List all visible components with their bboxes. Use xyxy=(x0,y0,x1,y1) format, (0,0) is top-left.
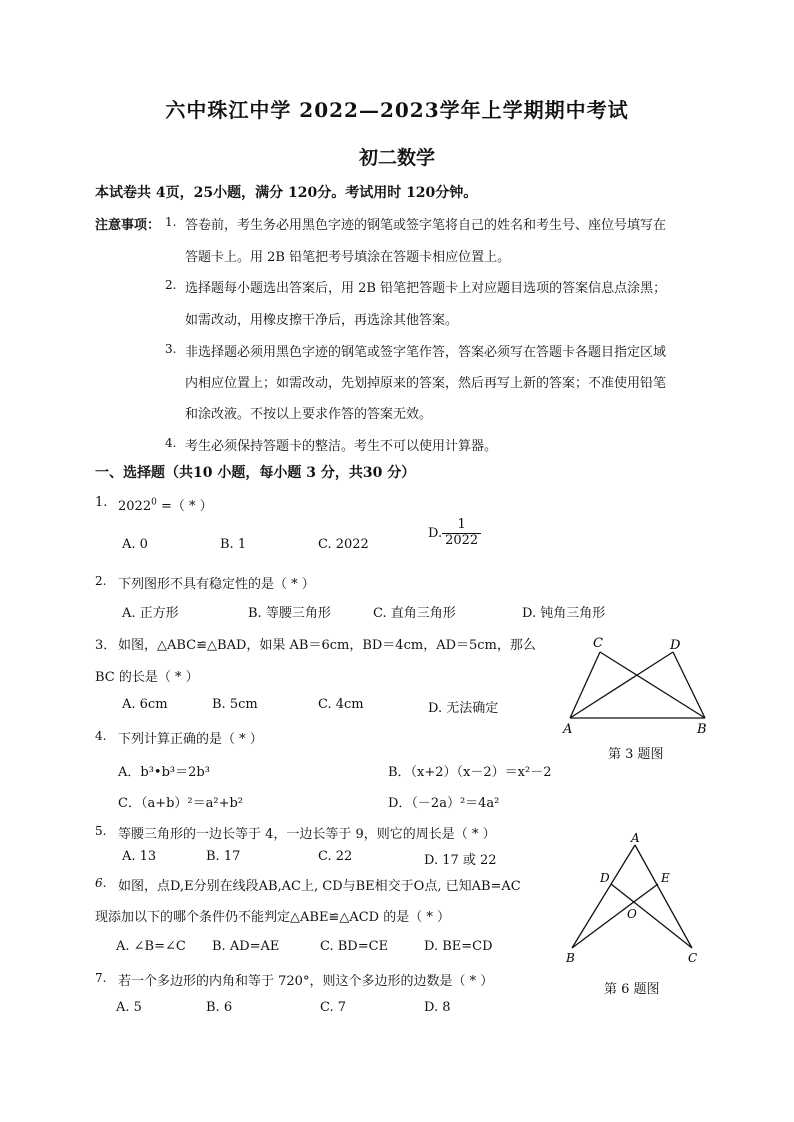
q1-number: 1. xyxy=(95,495,108,510)
q5-stem: 等腰三角形的一边长等于 4，一边长等于 9，则它的周长是（ * ） xyxy=(118,827,496,842)
q6-label-d: D xyxy=(600,871,610,885)
q6-label-c: C xyxy=(688,951,698,965)
q3-label-c: C xyxy=(593,636,603,651)
q3-number: 3． xyxy=(95,638,117,653)
note-1-line1: 答卷前，考生务必用黑色字迹的钢笔或签字笔将自己的姓名和考生号、座位号填写在 xyxy=(185,218,667,233)
note-1-line2: 答题卡上。用 2B 铅笔把考号填涂在答题卡相应位置上。 xyxy=(185,250,511,265)
q5-option-c: C. 22 xyxy=(318,849,353,864)
q4-option-a: A．b³•b³＝2b³ xyxy=(118,765,210,780)
q4-option-c: C．（a+b）²＝a²+b² xyxy=(118,796,244,811)
q6-caption: 第 6 题图 xyxy=(604,982,660,997)
note-2-line1: 选择题每小题选出答案后，用 2B 铅笔把答题卡上对应题目选项的答案信息点涂黑； xyxy=(185,281,667,296)
q3-label-b: B xyxy=(697,722,707,737)
q3-option-d: D. 无法确定 xyxy=(428,701,499,716)
q6-line-cd xyxy=(611,884,692,948)
q1-option-c: C. 2022 xyxy=(318,537,369,552)
q1-fraction-numerator: 1 xyxy=(457,517,466,532)
q7-option-b: B. 6 xyxy=(206,1000,233,1015)
q3-caption: 第 3 题图 xyxy=(608,747,664,762)
q1-fraction-denominator: 2022 xyxy=(442,533,481,549)
notes-label: 注意事项： xyxy=(95,218,161,233)
q1-stem-rest: =（ * ） xyxy=(156,499,213,514)
exam-title: 六中珠江中学 2022—2023学年上学期期中考试 xyxy=(165,98,629,122)
q7-number: 7. xyxy=(95,971,107,985)
note-3-line2: 内相应位置上；如需改动，先划掉原来的答案，然后再写上新的答案；不准使用铅笔 xyxy=(185,376,667,391)
q7-option-d: D. 8 xyxy=(424,1000,451,1015)
q1-option-d-label: D. xyxy=(428,525,443,541)
q6-option-d: D. BE=CD xyxy=(424,939,493,954)
q6-figure xyxy=(560,830,710,965)
note-4-num: 4. xyxy=(165,436,177,450)
q1-base: 2022 xyxy=(118,499,152,514)
q6-line-ab xyxy=(572,845,635,948)
q3-option-a: A. 6cm xyxy=(122,697,168,712)
section-heading: 一、选择题（共10 小题，每小题 3 分，共30 分） xyxy=(95,465,416,481)
q6-line-be xyxy=(572,884,658,948)
q6-number: 6. xyxy=(95,876,107,890)
q3-option-c: C. 4cm xyxy=(318,697,364,712)
q4-option-d: D．（－2a）²＝4a² xyxy=(388,796,500,811)
note-3-line3: 和涂改液。不按以上要求作答的答案无效。 xyxy=(185,407,433,422)
q6-label-e: E xyxy=(661,871,670,885)
q4-number: 4. xyxy=(95,729,107,743)
q1-exponent: 0 xyxy=(151,497,157,508)
q3-stem-line2: BC 的长是（ * ） xyxy=(95,670,199,685)
q7-option-c: C. 7 xyxy=(320,1000,347,1015)
q1-option-a: A. 0 xyxy=(122,537,148,552)
exam-summary: 本试卷共 4页，25小题，满分 120分。考试用时 120分钟。 xyxy=(95,185,478,201)
q5-number: 5. xyxy=(95,824,107,838)
q2-number: 2. xyxy=(95,574,107,588)
note-4-line1: 考生必须保持答题卡的整洁。考生不可以使用计算器。 xyxy=(185,439,498,454)
q7-stem: 若一个多边形的内角和等于 720°，则这个多边形的边数是（ * ） xyxy=(118,974,494,989)
q4-stem: 下列计算正确的是（ * ） xyxy=(118,732,263,747)
note-2-num: 2. xyxy=(165,278,177,292)
q6-label-b: B xyxy=(566,951,575,965)
q3-stem-line1: 如图，△ABC≌△BAD，如果 AB＝6cm，BD＝4cm，AD＝5cm，那么 xyxy=(118,638,536,653)
q5-option-a: A. 13 xyxy=(122,849,157,864)
q3-label-d: D xyxy=(670,638,681,653)
q6-line-ac xyxy=(635,845,692,948)
exam-subtitle: 初二数学 xyxy=(358,147,435,169)
q6-stem-line2: 现添加以下的哪个条件仍不能判定△ABE≌△ACD 的是（ * ） xyxy=(95,910,450,925)
q1-option-d xyxy=(428,518,481,549)
q6-option-c: C. BD=CE xyxy=(320,939,389,954)
note-2-line2: 如需改动，用橡皮擦干净后，再选涂其他答案。 xyxy=(185,313,459,328)
q5-option-b: B. 17 xyxy=(206,849,241,864)
q5-option-d: D. 17 或 22 xyxy=(424,853,497,868)
q2-option-b: B. 等腰三角形 xyxy=(248,606,331,621)
note-3-num: 3. xyxy=(165,342,177,356)
q6-option-a: A. ∠B=∠C xyxy=(116,939,186,954)
q2-option-a: A. 正方形 xyxy=(122,606,179,621)
q4-option-b: B．（x+2）（x－2）＝x²－2 xyxy=(388,765,552,780)
q2-option-d: D. 钝角三角形 xyxy=(522,606,606,621)
q1-stem xyxy=(118,495,213,514)
q6-label-a: A xyxy=(631,831,640,845)
q6-stem-line1: 如图，点D,E分别在线段AB,AC上, CD与BE相交于O点, 已知AB=AC xyxy=(118,879,521,894)
note-3-line1: 非选择题必须用黑色字迹的钢笔或签字笔作答，答案必须写在答题卡各题目指定区域 xyxy=(185,345,667,360)
q3-figure xyxy=(555,630,725,740)
q1-fraction xyxy=(442,518,481,549)
q3-label-a: A xyxy=(563,722,573,737)
q3-option-b: B. 5cm xyxy=(212,697,258,712)
q1-option-b: B. 1 xyxy=(220,537,247,552)
q2-stem: 下列图形不具有稳定性的是（ * ） xyxy=(118,577,315,592)
q6-option-b: B. AD=AE xyxy=(212,939,280,954)
q6-label-o: O xyxy=(627,907,637,921)
q2-option-c: C. 直角三角形 xyxy=(373,606,456,621)
q7-option-a: A. 5 xyxy=(116,1000,142,1015)
note-1-num: 1. xyxy=(165,215,177,229)
